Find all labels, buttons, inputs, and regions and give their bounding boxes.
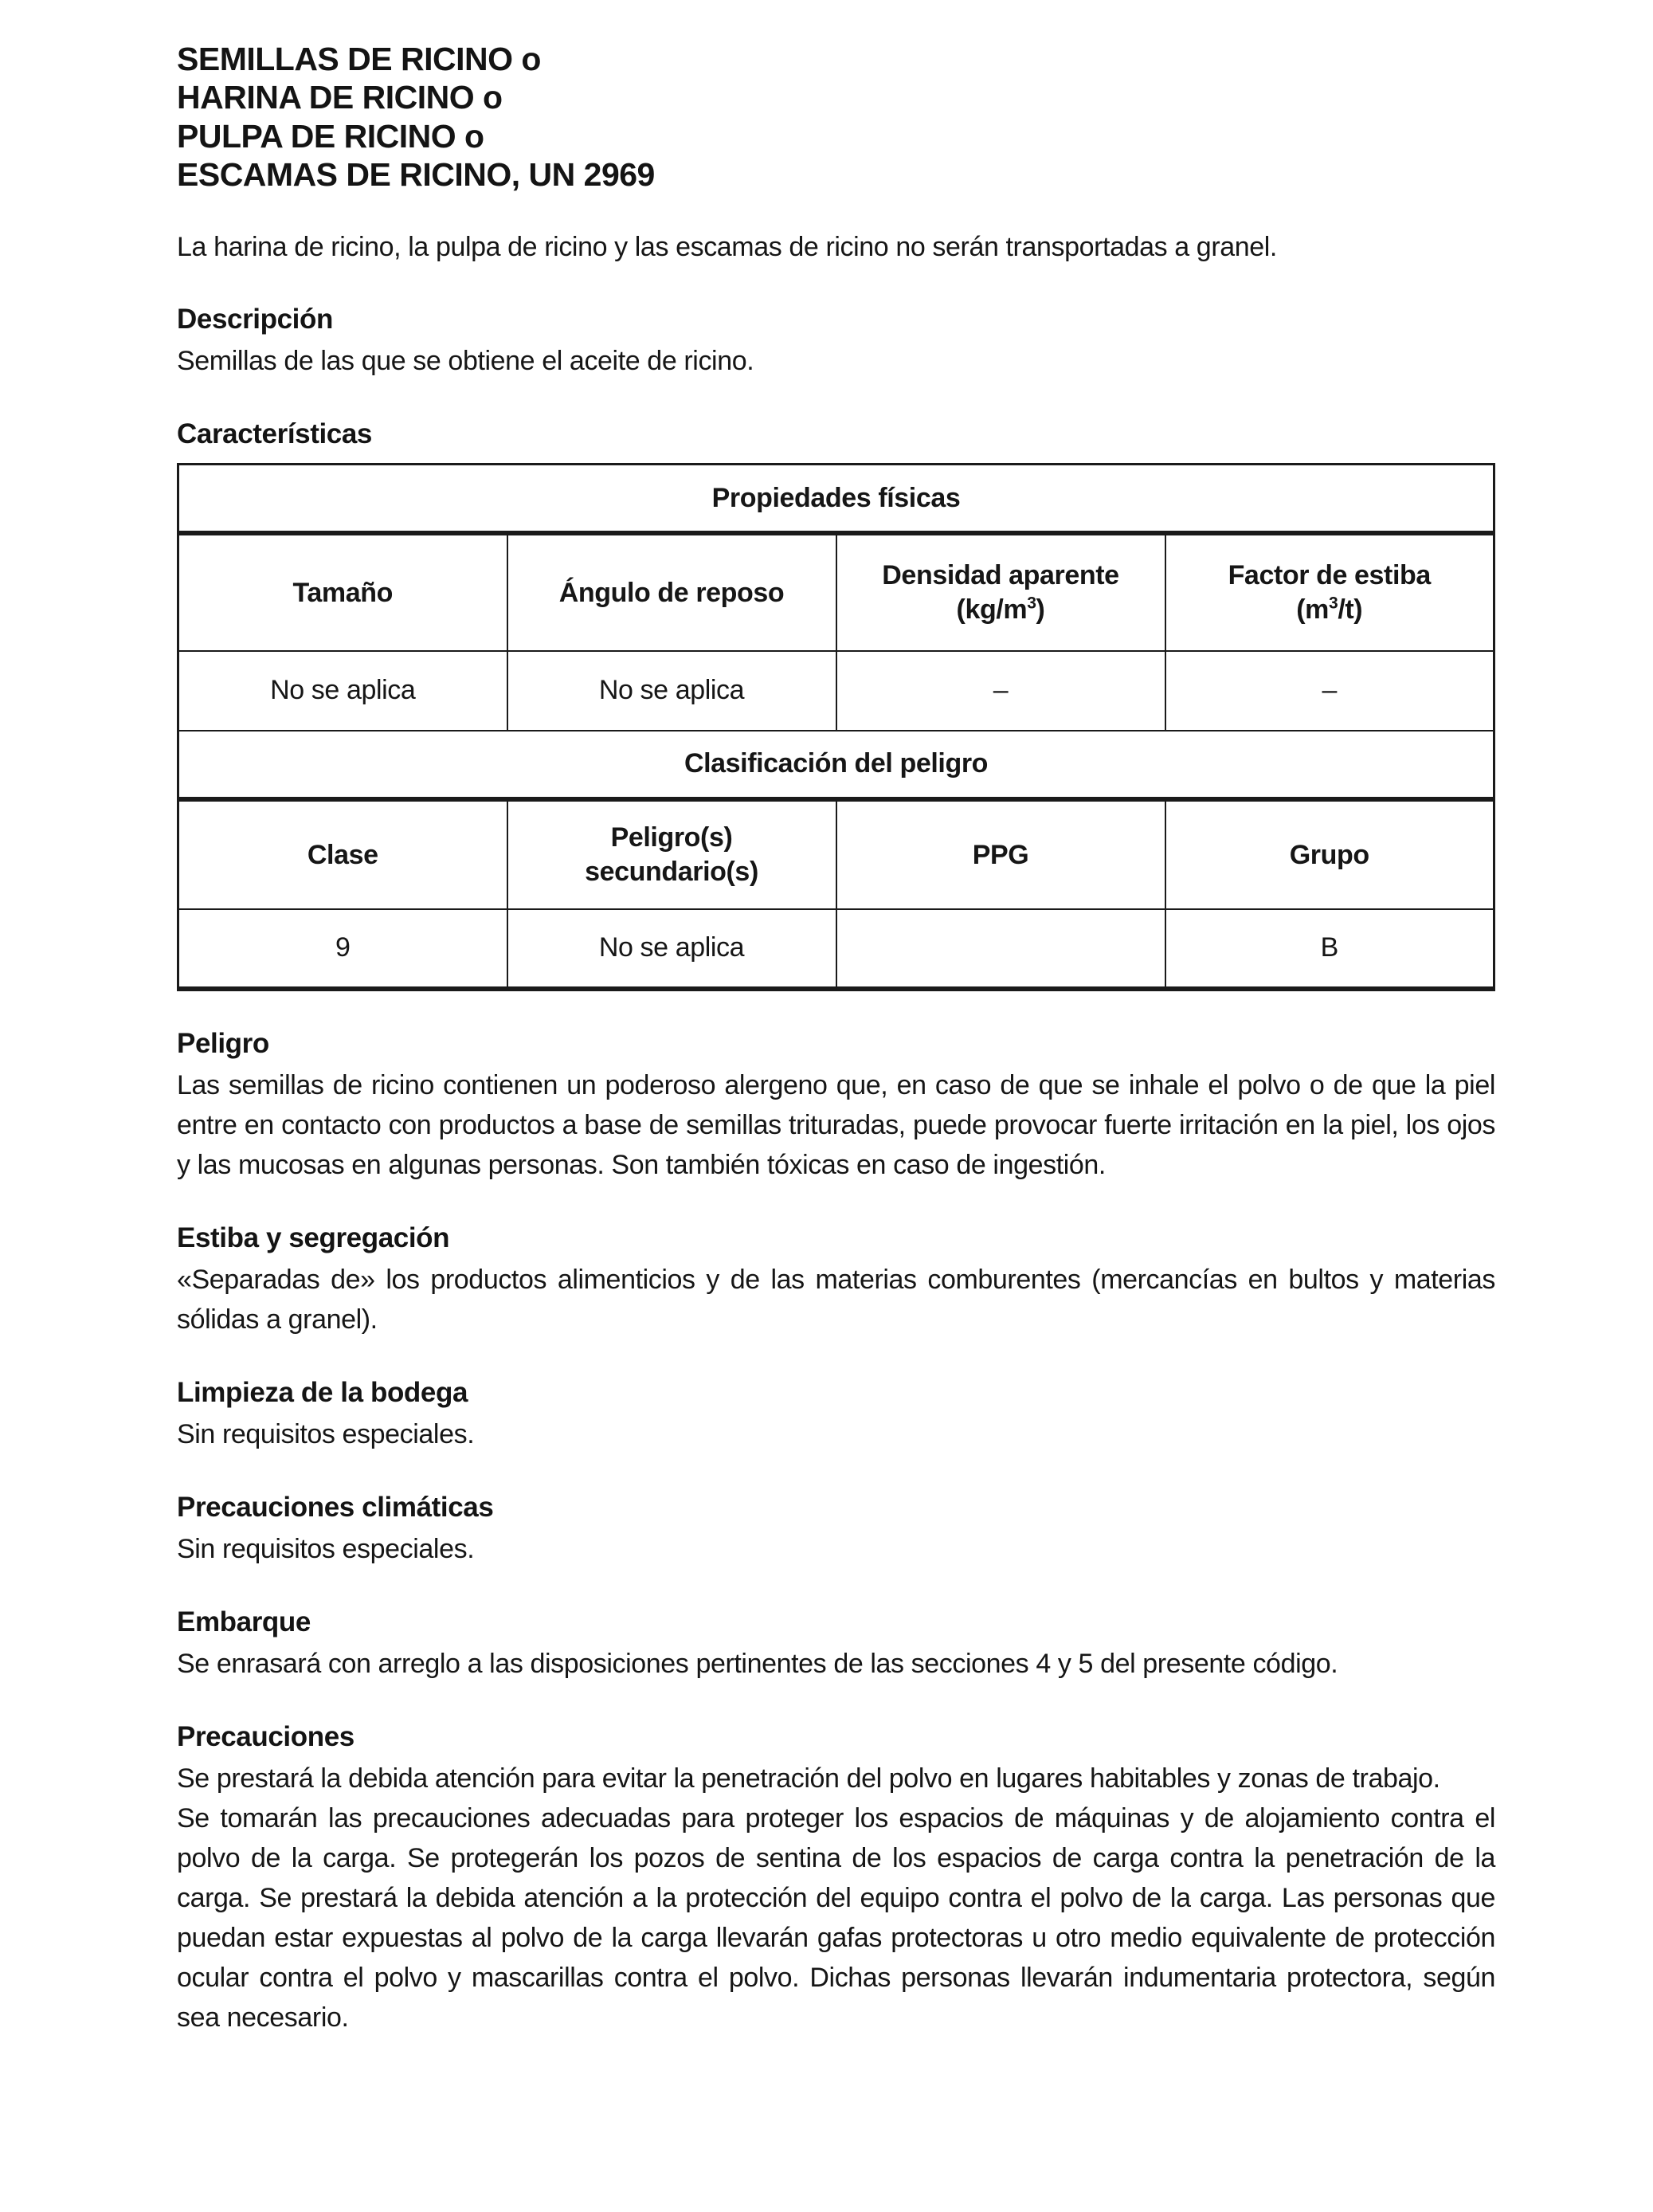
col-header-clase: Clase — [178, 799, 507, 909]
col-header-factor-de-estiba — [1165, 533, 1494, 651]
heading-limpieza-de-la-bodega: Limpieza de la bodega — [177, 1376, 468, 1408]
intro-paragraph: La harina de ricino, la pulpa de ricino y las escamas de ricino no serán transportadas a granel. — [177, 231, 1277, 262]
physical-properties-header-row — [178, 533, 1494, 651]
value-tamano: No se aplica — [178, 651, 507, 731]
characteristics-table — [177, 463, 1495, 991]
title-line-pulpa: PULPA DE RICINO o — [177, 117, 484, 155]
col-header-densidad-aparente — [836, 533, 1165, 651]
precauciones-body-2: Se tomarán las precauciones adecuadas para proteger los espacios de máquinas y de alojamiento contra el polvo de la carga. Se protegerán los pozos de sentina de los espacios de carga contra la penetración de la carga. Se prestará la debida atención a la protección del equipo contra el polvo de la carga. Las personas que puedan estar expuestas al polvo de la carga llevarán gafas protectoras u otro medio equivalente de protección ocular contra el polvo y mascarillas contra el polvo. Dichas personas llevarán indumentaria protectora, según sea necesario. — [177, 1802, 1495, 2033]
heading-caracteristicas: Características — [177, 418, 372, 450]
physical-properties-title-row — [178, 465, 1494, 533]
col-header-grupo: Grupo — [1165, 799, 1494, 909]
title-line-harina: HARINA DE RICINO o — [177, 79, 503, 116]
embarque-body: Se enrasará con arreglo a las disposiciones pertinentes de las secciones 4 y 5 del presente código. — [177, 1648, 1338, 1679]
col-header-angulo-de-reposo: Ángulo de reposo — [507, 533, 836, 651]
precauciones-body-1: Se prestará la debida atención para evitar la penetración del polvo en lugares habitables y zonas de trabajo. — [177, 1763, 1440, 1794]
peligro-body: Las semillas de ricino contienen un poderoso alergeno que, en caso de que se inhale el polvo o de que la piel entre en contacto con productos a base de semillas trituradas, puede provocar fuerte irritación en la piel, los ojos y las mucosas en algunas personas. Son también tóxicas en caso de ingestión. — [177, 1069, 1495, 1180]
heading-estiba-y-segregacion: Estiba y segregación — [177, 1222, 450, 1253]
clima-body: Sin requisitos especiales. — [177, 1533, 475, 1564]
col-header-peligros-secundarios: Peligro(s) secundario(s) — [507, 799, 836, 909]
col-header-tamano: Tamaño — [178, 533, 507, 651]
estiba-unit-superscript: 3 — [1329, 594, 1338, 613]
hazard-classification-header-row — [178, 799, 1494, 909]
page-content — [177, 40, 1495, 2037]
cargo-title — [177, 40, 1495, 194]
hazard-classification-title: Clasificación del peligro — [178, 731, 1494, 799]
physical-properties-title: Propiedades físicas — [178, 465, 1494, 533]
densidad-unit-superscript: 3 — [1027, 594, 1036, 613]
title-line-escamas-un: ESCAMAS DE RICINO, UN 2969 — [177, 156, 655, 194]
value-factor-de-estiba: – — [1165, 651, 1494, 731]
value-clase: 9 — [178, 909, 507, 989]
heading-descripcion: Descripción — [177, 304, 333, 335]
estiba-body: «Separadas de» los productos alimenticios y de las materias comburentes (mercancías en bultos y materias sólidas a granel). — [177, 1264, 1495, 1335]
densidad-unit: $(kg/m^3)$ — [956, 594, 1045, 625]
value-ppg — [836, 909, 1165, 989]
descripcion-body: Semillas de las que se obtiene el aceite de ricino. — [177, 346, 754, 377]
title-line-semillas: SEMILLAS DE RICINO o — [177, 41, 541, 77]
heading-peligro: Peligro — [177, 1027, 269, 1059]
hazard-classification-value-row — [178, 909, 1494, 989]
heading-precauciones-climaticas: Precauciones climáticas — [177, 1491, 494, 1523]
heading-precauciones: Precauciones — [177, 1720, 354, 1752]
heading-embarque: Embarque — [177, 1606, 311, 1637]
value-densidad-aparente: – — [836, 651, 1165, 731]
value-grupo: B — [1165, 909, 1494, 989]
col-header-ppg: PPG — [836, 799, 1165, 909]
densidad-label: Densidad aparente — [882, 560, 1119, 591]
value-peligros-secundarios: No se aplica — [507, 909, 836, 989]
estiba-label: Factor de estiba — [1228, 560, 1431, 591]
value-angulo-de-reposo: No se aplica — [507, 651, 836, 731]
estiba-unit: $(m^3/t)$ — [1296, 594, 1363, 625]
hazard-classification-title-row — [178, 731, 1494, 799]
physical-properties-value-row — [178, 651, 1494, 731]
limpieza-body: Sin requisitos especiales. — [177, 1418, 475, 1449]
